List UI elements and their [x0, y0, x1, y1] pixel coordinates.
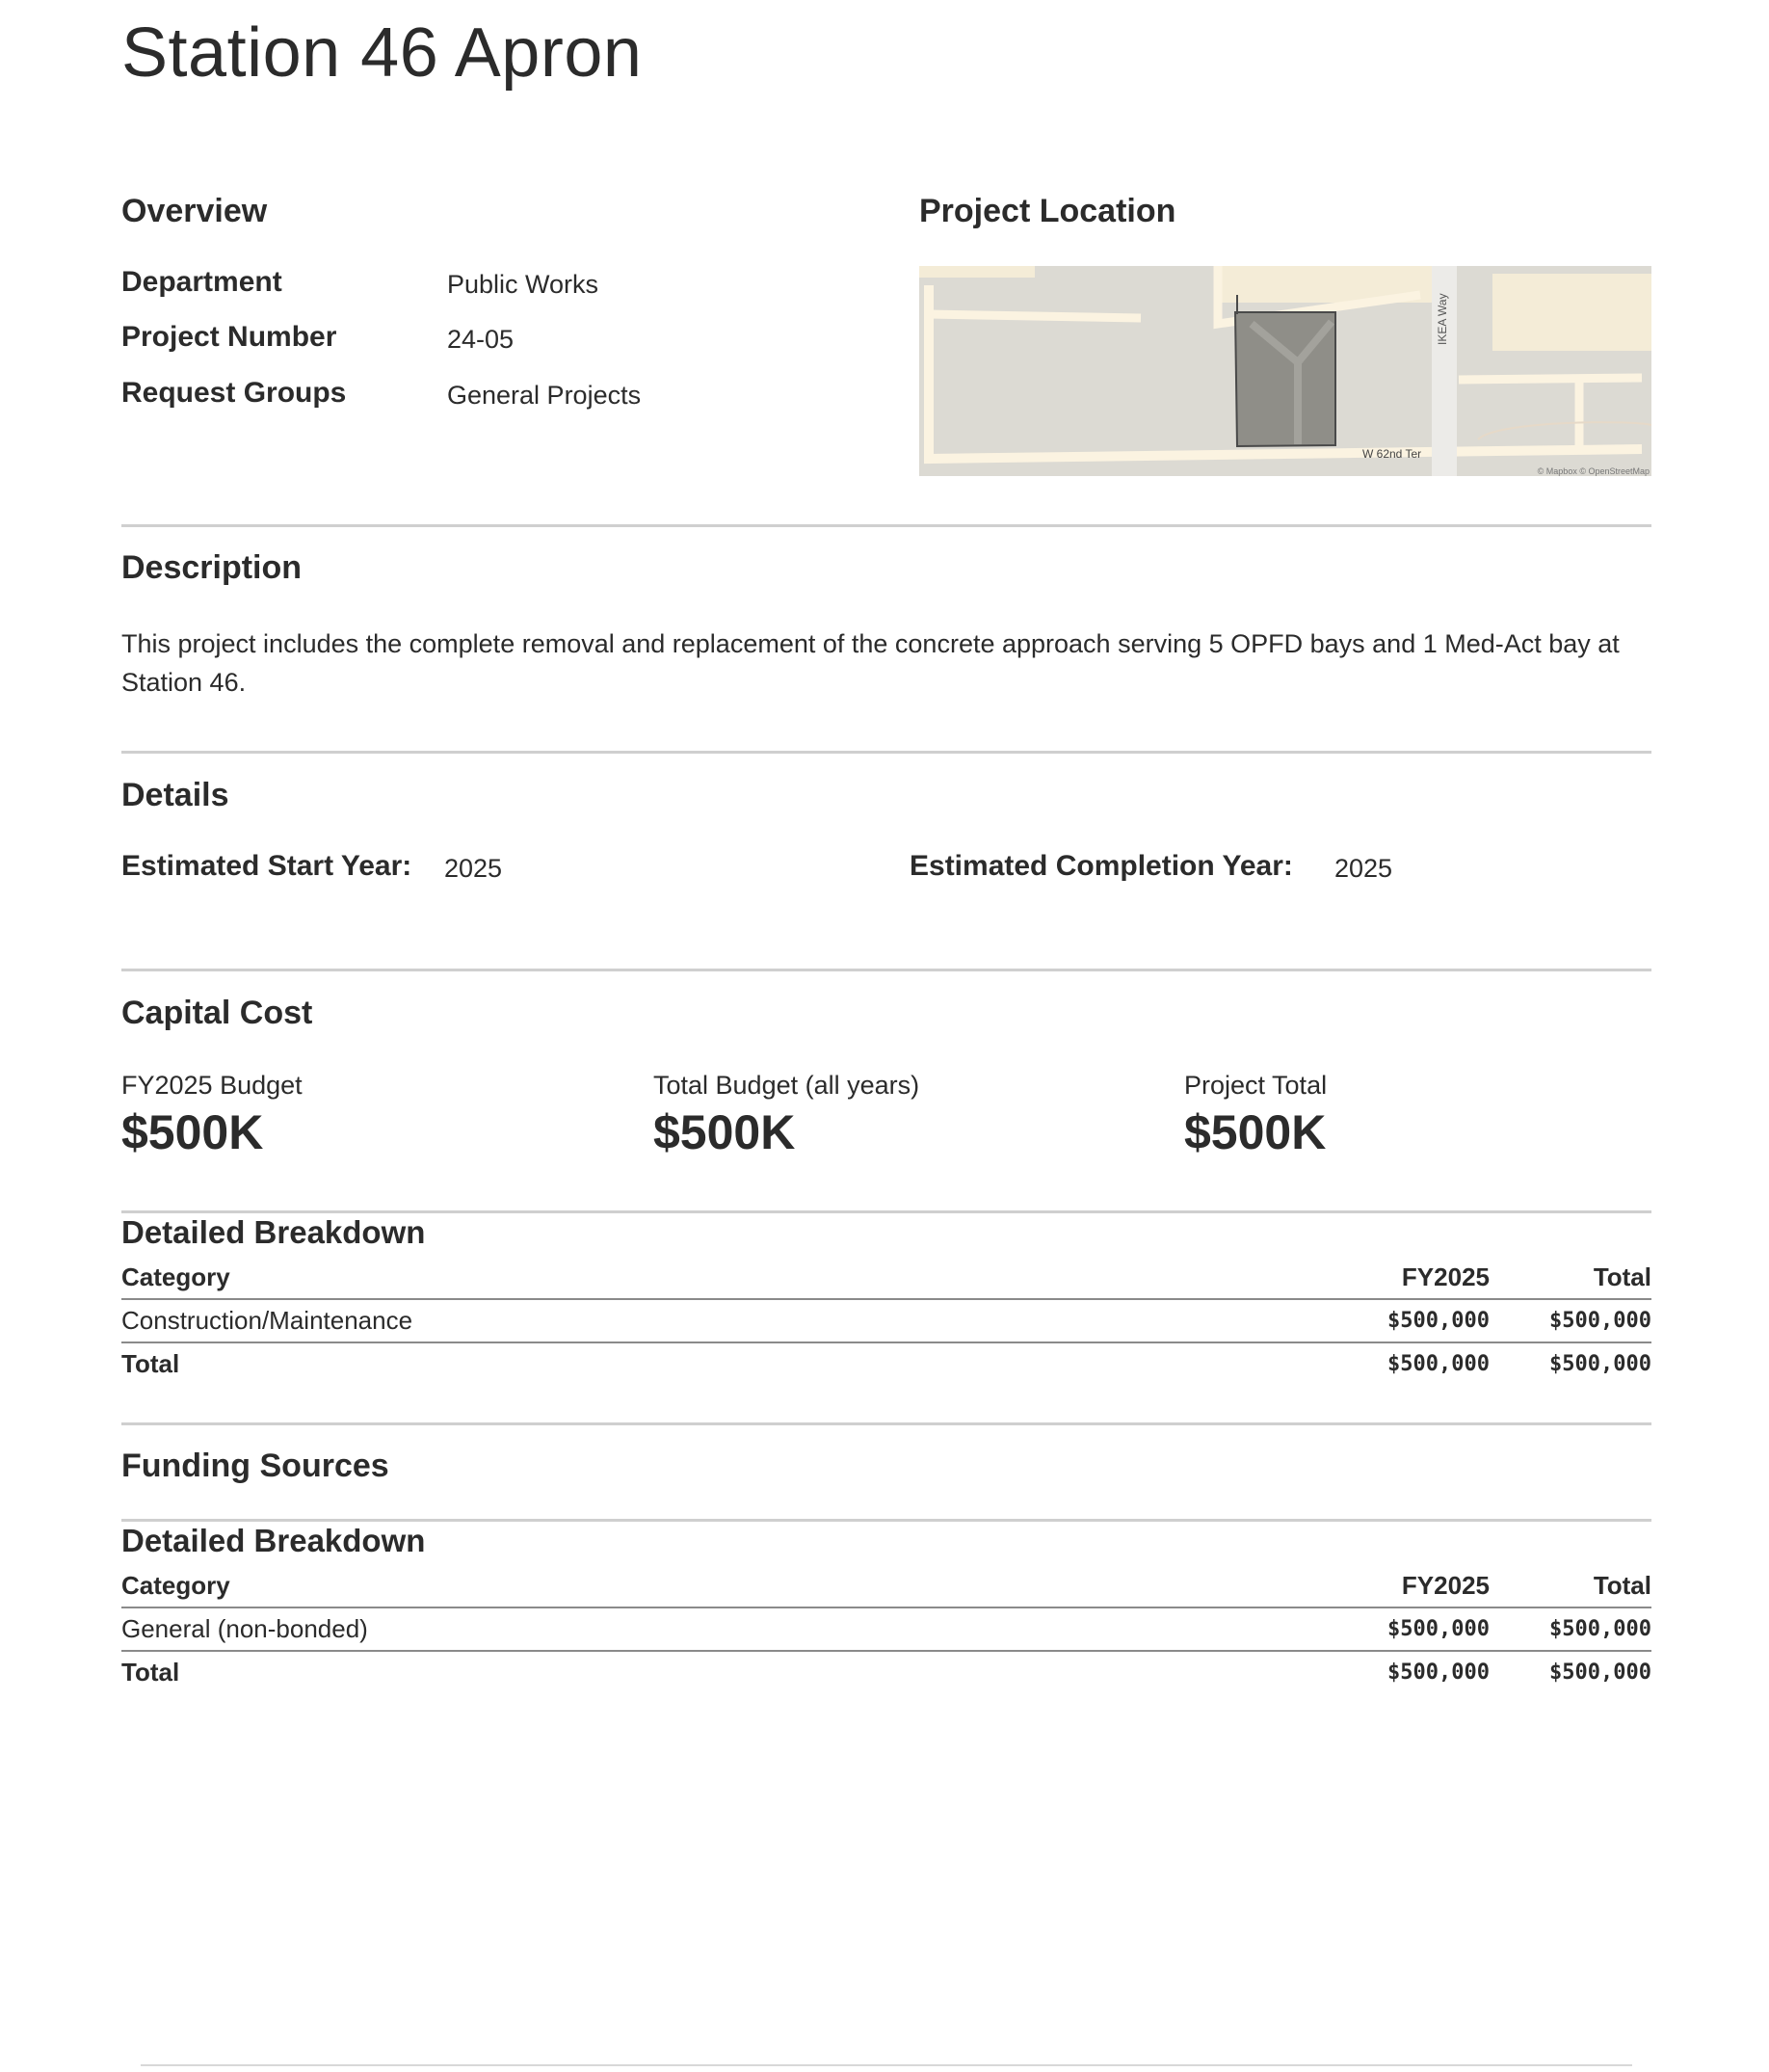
capital-cost-heading: Capital Cost — [121, 995, 313, 1031]
project-number-value: 24-05 — [447, 325, 515, 354]
col-total: Total — [1490, 1567, 1651, 1607]
capital-breakdown-table — [121, 1259, 1651, 1385]
map-building — [919, 266, 1035, 278]
completion-year-value: 2025 — [1334, 854, 1393, 883]
col-total: Total — [1490, 1259, 1651, 1299]
start-year-value: 2025 — [444, 854, 503, 883]
divider — [121, 524, 1651, 527]
table-total-row — [121, 1651, 1651, 1693]
funding-sources-heading: Funding Sources — [121, 1448, 389, 1484]
col-fy2025: FY2025 — [1278, 1567, 1490, 1607]
fy-budget-label: FY2025 Budget — [121, 1071, 303, 1100]
department-value: Public Works — [447, 270, 599, 299]
funding-breakdown-heading: Detailed Breakdown — [121, 1523, 426, 1558]
row-total: $500,000 — [1490, 1299, 1651, 1342]
total-category: Total — [121, 1349, 180, 1378]
row-fy2025: $500,000 — [1278, 1607, 1490, 1651]
row-fy2025: $500,000 — [1278, 1299, 1490, 1342]
total-fy2025: $500,000 — [1387, 1660, 1490, 1685]
map-road — [929, 314, 1141, 318]
map-building — [1492, 274, 1651, 351]
divider — [121, 1422, 1651, 1425]
funding-breakdown-table — [121, 1567, 1651, 1693]
total-fy2025: $500,000 — [1387, 1352, 1490, 1376]
total-category: Total — [121, 1658, 180, 1687]
completion-year-label: Estimated Completion Year: — [910, 850, 1293, 882]
street-label-ikea-way: IKEA Way — [1436, 293, 1449, 345]
map-road — [1459, 378, 1642, 380]
request-groups-value: General Projects — [447, 381, 642, 410]
overview-heading: Overview — [121, 193, 268, 229]
map-image — [919, 266, 1651, 476]
row-category: General (non-bonded) — [121, 1607, 1278, 1651]
col-category: Category — [121, 1567, 1278, 1607]
total-total: $500,000 — [1549, 1352, 1651, 1376]
total-total: $500,000 — [1549, 1660, 1651, 1685]
description-heading: Description — [121, 549, 303, 586]
project-total-value: $500K — [1184, 1105, 1327, 1159]
project-number-label: Project Number — [121, 321, 337, 353]
start-year-label: Estimated Start Year: — [121, 850, 412, 882]
details-heading: Details — [121, 777, 229, 813]
divider — [121, 1210, 1651, 1213]
request-groups-label: Request Groups — [121, 377, 347, 409]
divider — [121, 1519, 1651, 1522]
total-budget-value: $500K — [653, 1105, 796, 1159]
description-text: This project includes the complete removal and replacement of the concrete approach serving 5 OPFD bays and 1 Med-Act bay at Station 46. — [121, 629, 1620, 697]
divider — [121, 751, 1651, 754]
footer-divider — [141, 2064, 1632, 2066]
col-fy2025: FY2025 — [1278, 1259, 1490, 1299]
street-label-w62nd: W 62nd Ter — [1362, 447, 1422, 461]
table-row — [121, 1607, 1651, 1651]
project-total-label: Project Total — [1184, 1071, 1328, 1100]
row-total: $500,000 — [1490, 1607, 1651, 1651]
table-total-row — [121, 1342, 1651, 1385]
page-title: Station 46 Apron — [121, 14, 643, 92]
table-row — [121, 1299, 1651, 1342]
row-category: Construction/Maintenance — [121, 1299, 1278, 1342]
divider — [121, 969, 1651, 971]
fy-budget-value: $500K — [121, 1105, 264, 1159]
col-category: Category — [121, 1259, 1278, 1299]
department-label: Department — [121, 266, 282, 298]
project-location-heading: Project Location — [919, 193, 1176, 229]
location-map[interactable] — [919, 266, 1651, 476]
map-attribution[interactable]: © Mapbox © OpenStreetMap — [1537, 466, 1650, 476]
capital-breakdown-heading: Detailed Breakdown — [121, 1214, 426, 1250]
total-budget-label: Total Budget (all years) — [653, 1071, 920, 1100]
